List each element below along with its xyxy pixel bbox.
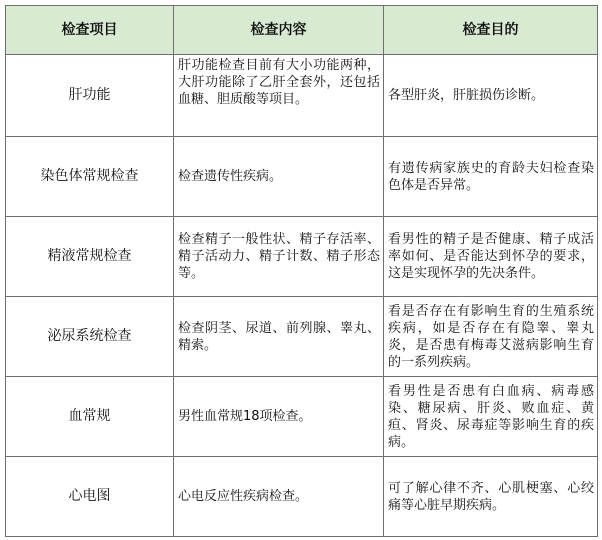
cell-content: 男性血常规18项检查。 xyxy=(174,377,384,457)
exam-table-container xyxy=(5,5,598,537)
cell-purpose: 看是否存在有影响生育的生殖系统疾病，如是否存在有隐睾、睾丸炎，是否患有梅毒艾滋病影响生育的一系列疾病。 xyxy=(384,297,598,377)
table-row xyxy=(6,217,598,297)
header-item: 检查项目 xyxy=(6,6,174,55)
cell-item: 心电图 xyxy=(6,457,174,537)
table-row xyxy=(6,137,598,217)
cell-content: 心电反应性疾病检查。 xyxy=(174,457,384,537)
table-row xyxy=(6,457,598,537)
table-row xyxy=(6,55,598,137)
table-header-row xyxy=(6,6,598,55)
pre-pregnancy-exam-table xyxy=(5,5,598,537)
cell-purpose: 看男性是否患有白血病、病毒感染、糖尿病、肝炎、败血症、黄疸、肾炎、尿毒症等影响生育的疾病。 xyxy=(384,377,598,457)
cell-purpose: 各型肝炎，肝脏损伤诊断。 xyxy=(384,55,598,137)
cell-purpose: 有遗传病家族史的育龄夫妇检查染色体是否异常。 xyxy=(384,137,598,217)
cell-content: 检查阴茎、尿道、前列腺、睾丸、精索。 xyxy=(174,297,384,377)
table-row xyxy=(6,297,598,377)
header-purpose: 检查目的 xyxy=(384,6,598,55)
cell-content: 肝功能检查目前有大小功能两种，大肝功能除了乙肝全套外，还包括血糖、胆质酸等项目。 xyxy=(174,55,384,137)
header-content: 检查内容 xyxy=(174,6,384,55)
cell-item: 血常规 xyxy=(6,377,174,457)
cell-purpose: 可了解心律不齐、心肌梗塞、心绞痛等心脏早期疾病。 xyxy=(384,457,598,537)
cell-purpose: 看男性的精子是否健康、精子成活率如何、是否能达到怀孕的要求，这是实现怀孕的先决条件。 xyxy=(384,217,598,297)
cell-item: 精液常规检查 xyxy=(6,217,174,297)
cell-content: 检查精子一般性状、精子存活率、精子活动力、精子计数、精子形态等。 xyxy=(174,217,384,297)
cell-content: 检查遗传性疾病。 xyxy=(174,137,384,217)
table-row xyxy=(6,377,598,457)
cell-item: 泌尿系统检查 xyxy=(6,297,174,377)
cell-item: 肝功能 xyxy=(6,55,174,137)
cell-item: 染色体常规检查 xyxy=(6,137,174,217)
